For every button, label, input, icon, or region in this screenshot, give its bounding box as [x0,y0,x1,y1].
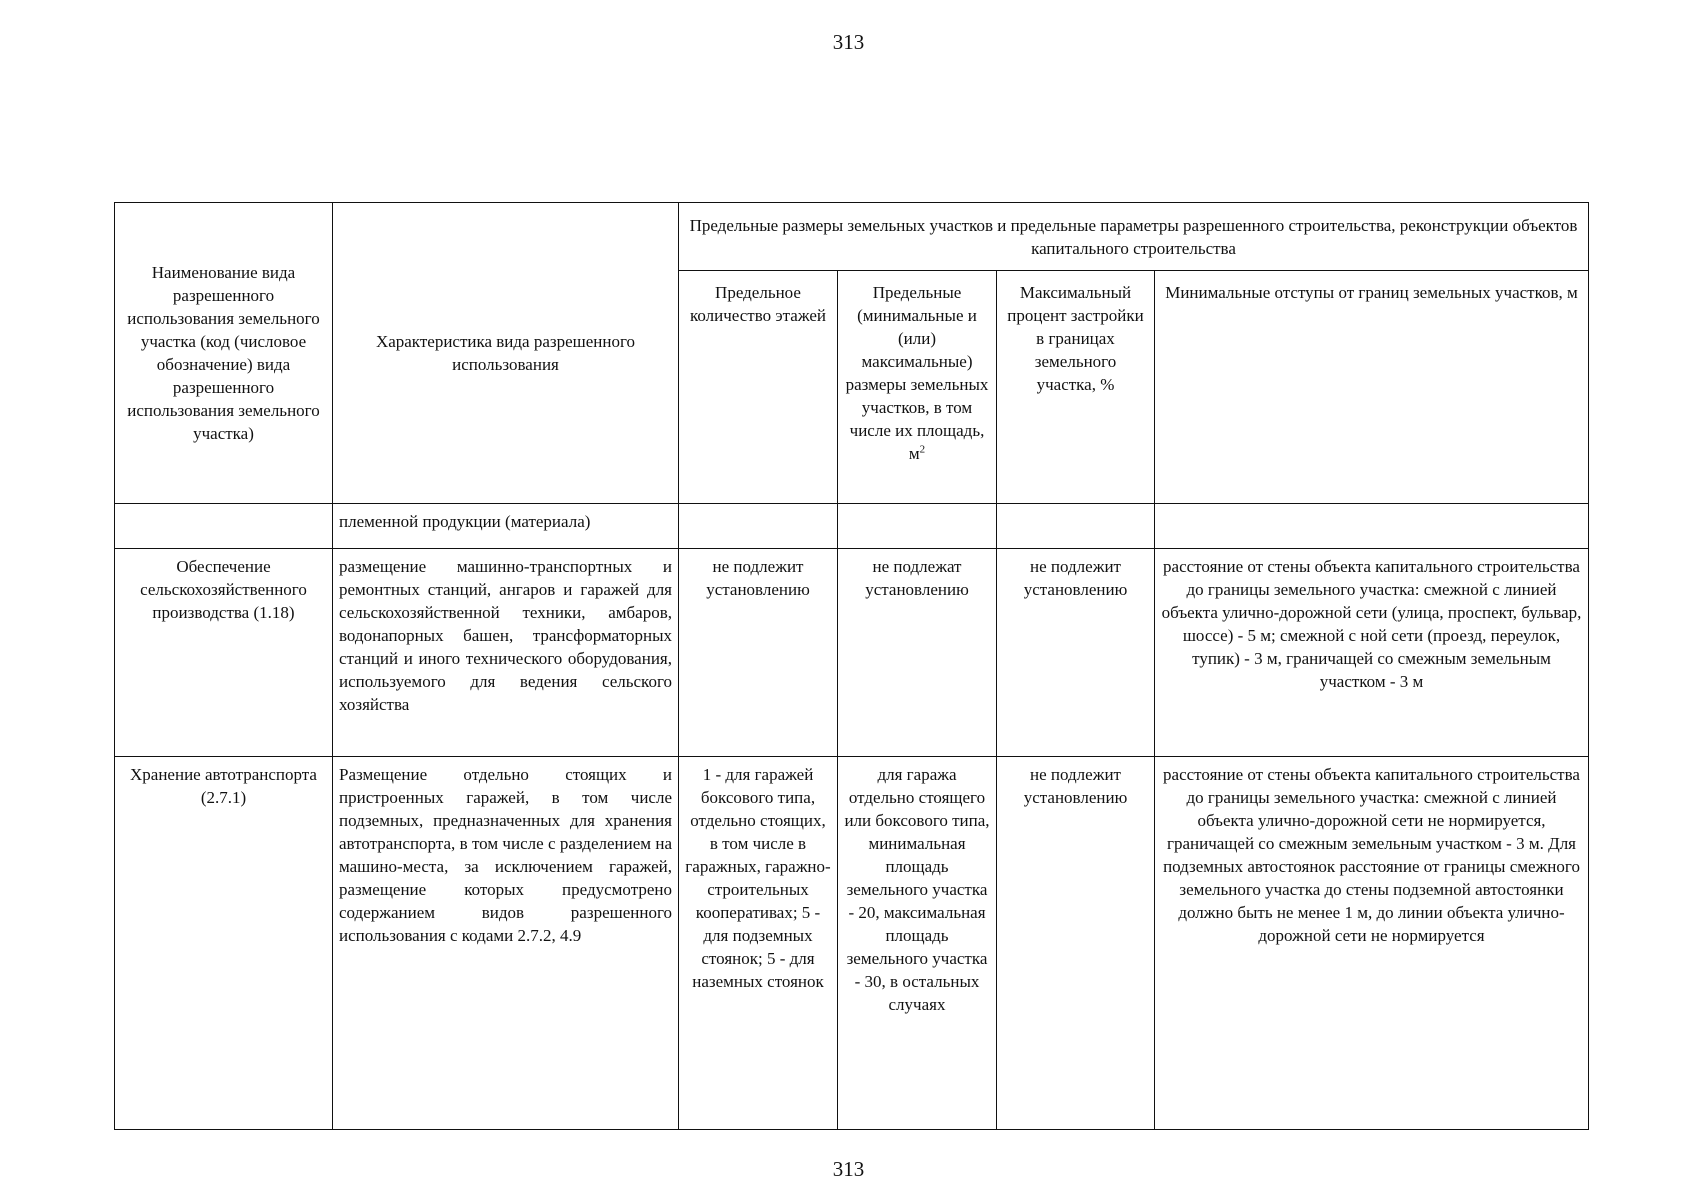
header-land-use-characteristic: Характеристика вида разрешенного использования [333,203,679,504]
header-plot-size-superscript: 2 [919,443,926,456]
page-number-top: 313 [832,30,865,54]
cell-floors: 1 - для гаражей боксового типа, отдельно стоящих, в том числе в гаражных, гаражно-строительных кооперативах; 5 - для подземных стоянок; 5 - для наземных стоянок [679,757,838,1130]
cell-plot-size: не подлежат установлению [838,549,997,757]
cell-coverage: не подлежит установлению [997,757,1155,1130]
header-limits-group: Предельные размеры земельных участков и предельные параметры разрешенного строительства, реконструкции объектов капитального строительства [679,203,1589,271]
header-max-floors: Предельное количество этажей [679,271,838,504]
table-row [115,549,1589,757]
zoning-parameters-table [114,202,1589,1130]
cell-coverage [997,504,1155,549]
cell-coverage: не подлежит установлению [997,549,1155,757]
cell-characteristic: Размещение отдельно стоящих и пристроенных гаражей, в том числе подземных, предназначенных для хранения автотранспорта, в том числе с разделением на машино-места, за исключением гаражей, размещение которых предусмотрено содержанием видов разрешенного использования с кодами 2.7.2, 4.9 [333,757,679,1130]
cell-name: Обеспечение сельскохозяйственного производства (1.18) [115,549,333,757]
header-row-1 [115,203,1589,271]
header-land-use-name: Наименование вида разрешенного использования земельного участка (код (числовое обозначение) вида разрешенного использования земельного участка) [115,203,333,504]
cell-name [115,504,333,549]
table-row [115,504,1589,549]
page-number-bottom: 313 [832,1157,865,1181]
header-min-setbacks: Минимальные отступы от границ земельных участков, м [1155,271,1589,504]
header-max-coverage: Максимальный процент застройки в границах земельного участка, % [997,271,1155,504]
cell-plot-size [838,504,997,549]
header-plot-size-text: Предельные (минимальные и (или) максимальные) размеры земельных участков, в том числе их площадь, м [845,283,989,463]
table-row [115,757,1589,1130]
cell-floors [679,504,838,549]
cell-setbacks: расстояние от стены объекта капитального строительства до границы земельного участка: смежной с линией объекта улично-дорожной сети не нормируется, граничащей со смежным земельным участком - 3 м. Для подземных автостоянок расстояние от границы смежного земельного участка до стены подземной автостоянки должно быть не менее 1 м, до линии объекта улично-дорожной сети не нормируется [1155,757,1589,1130]
cell-floors: не подлежит установлению [679,549,838,757]
cell-name: Хранение автотранспорта (2.7.1) [115,757,333,1130]
cell-setbacks: расстояние от стены объекта капитального строительства до границы земельного участка: смежной с линией объекта улично-дорожной сети (улица, проспект, бульвар, шоссе) - 5 м; смежной с ной сети (проезд, переулок, тупик) - 3 м, граничащей со смежным земельным участком - 3 м [1155,549,1589,757]
cell-characteristic: размещение машинно-транспортных и ремонтных станций, ангаров и гаражей для сельскохозяйственной техники, амбаров, водонапорных башен, трансформаторных станций и иного технического оборудования, используемого для ведения сельского хозяйства [333,549,679,757]
cell-setbacks [1155,504,1589,549]
cell-plot-size: для гаража отдельно стоящего или боксового типа, минимальная площадь земельного участка - 20, максимальная площадь земельного участка - 30, в остальных случаях [838,757,997,1130]
cell-characteristic: племенной продукции (материала) [333,504,679,549]
header-plot-size [838,271,997,504]
